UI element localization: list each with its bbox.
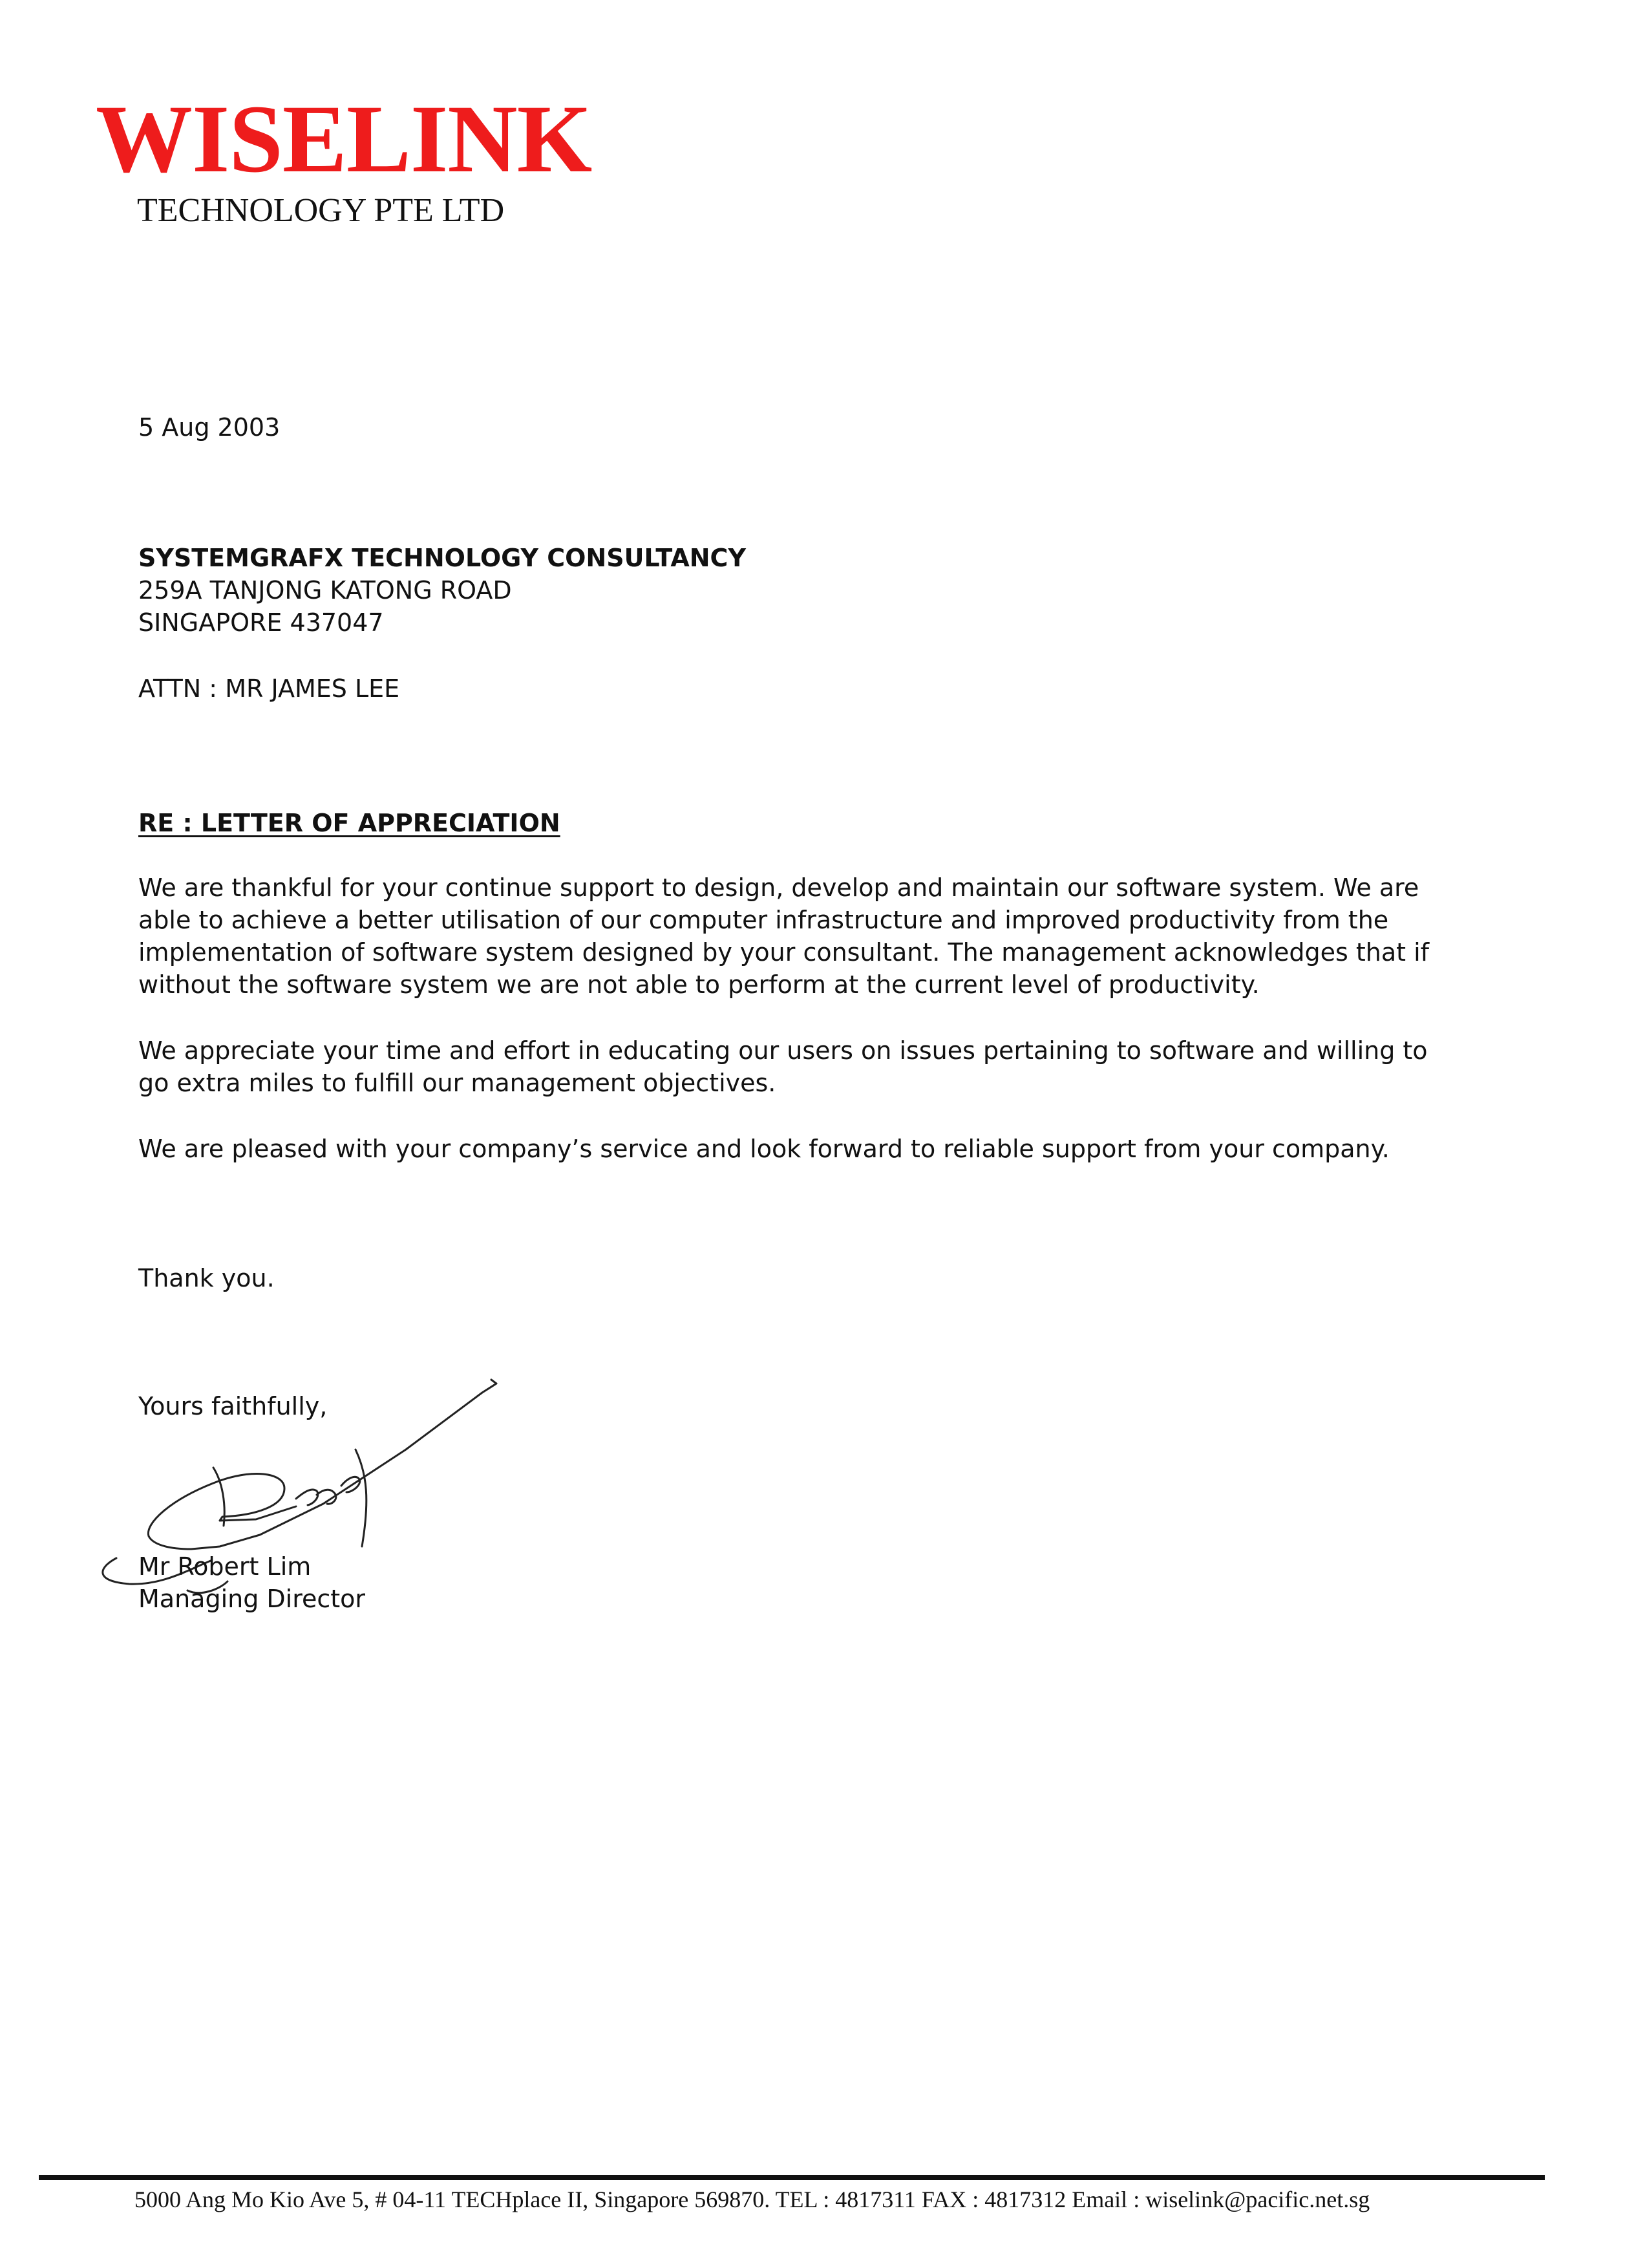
company-subtitle: TECHNOLOGY PTE LTD [137, 192, 505, 229]
signatory-block [138, 1550, 365, 1615]
footer-divider [39, 2175, 1545, 2180]
thanks-line: Thank you. [138, 1264, 275, 1292]
signatory-name: Mr Robert Lim [138, 1552, 312, 1581]
signatory-title: Managing Director [138, 1585, 366, 1613]
body-paragraph: We are pleased with your company’s service and look forward to reliable support from your company. [138, 1135, 1390, 1163]
company-logo-text: WISELINK [96, 85, 592, 193]
attention-line: ATTN : MR JAMES LEE [138, 674, 400, 703]
footer-contact-info: 5000 Ang Mo Kio Ave 5, # 04-11 TECHplace II, Singapore 569870. TEL : 4817311 FAX : 4817312 Email : wiselink@pacific.net.sg [134, 2187, 1370, 2212]
recipient-block [138, 542, 746, 639]
recipient-address-line: SINGAPORE 437047 [138, 608, 384, 637]
letter-date: 5 Aug 2003 [138, 413, 281, 442]
recipient-address-line: 259A TANJONG KATONG ROAD [138, 576, 512, 604]
closing-line: Yours faithfully, [138, 1392, 328, 1420]
body-paragraph: We appreciate your time and effort in educating our users on issues pertaining to software and willing to go extra miles to fulfill our management objectives. [138, 1036, 1428, 1097]
subject-line: RE : LETTER OF APPRECIATION [138, 809, 560, 837]
recipient-name: SYSTEMGRAFX TECHNOLOGY CONSULTANCY [138, 544, 746, 572]
body-paragraph: We are thankful for your continue support to design, develop and maintain our software system. We are able to achieve a better utilisation of our computer infrastructure and improved productivity from the implementation of software system designed by your consultant. The management acknowledges that if without the software system we are not able to perform at the current level of productivity. [138, 873, 1430, 999]
